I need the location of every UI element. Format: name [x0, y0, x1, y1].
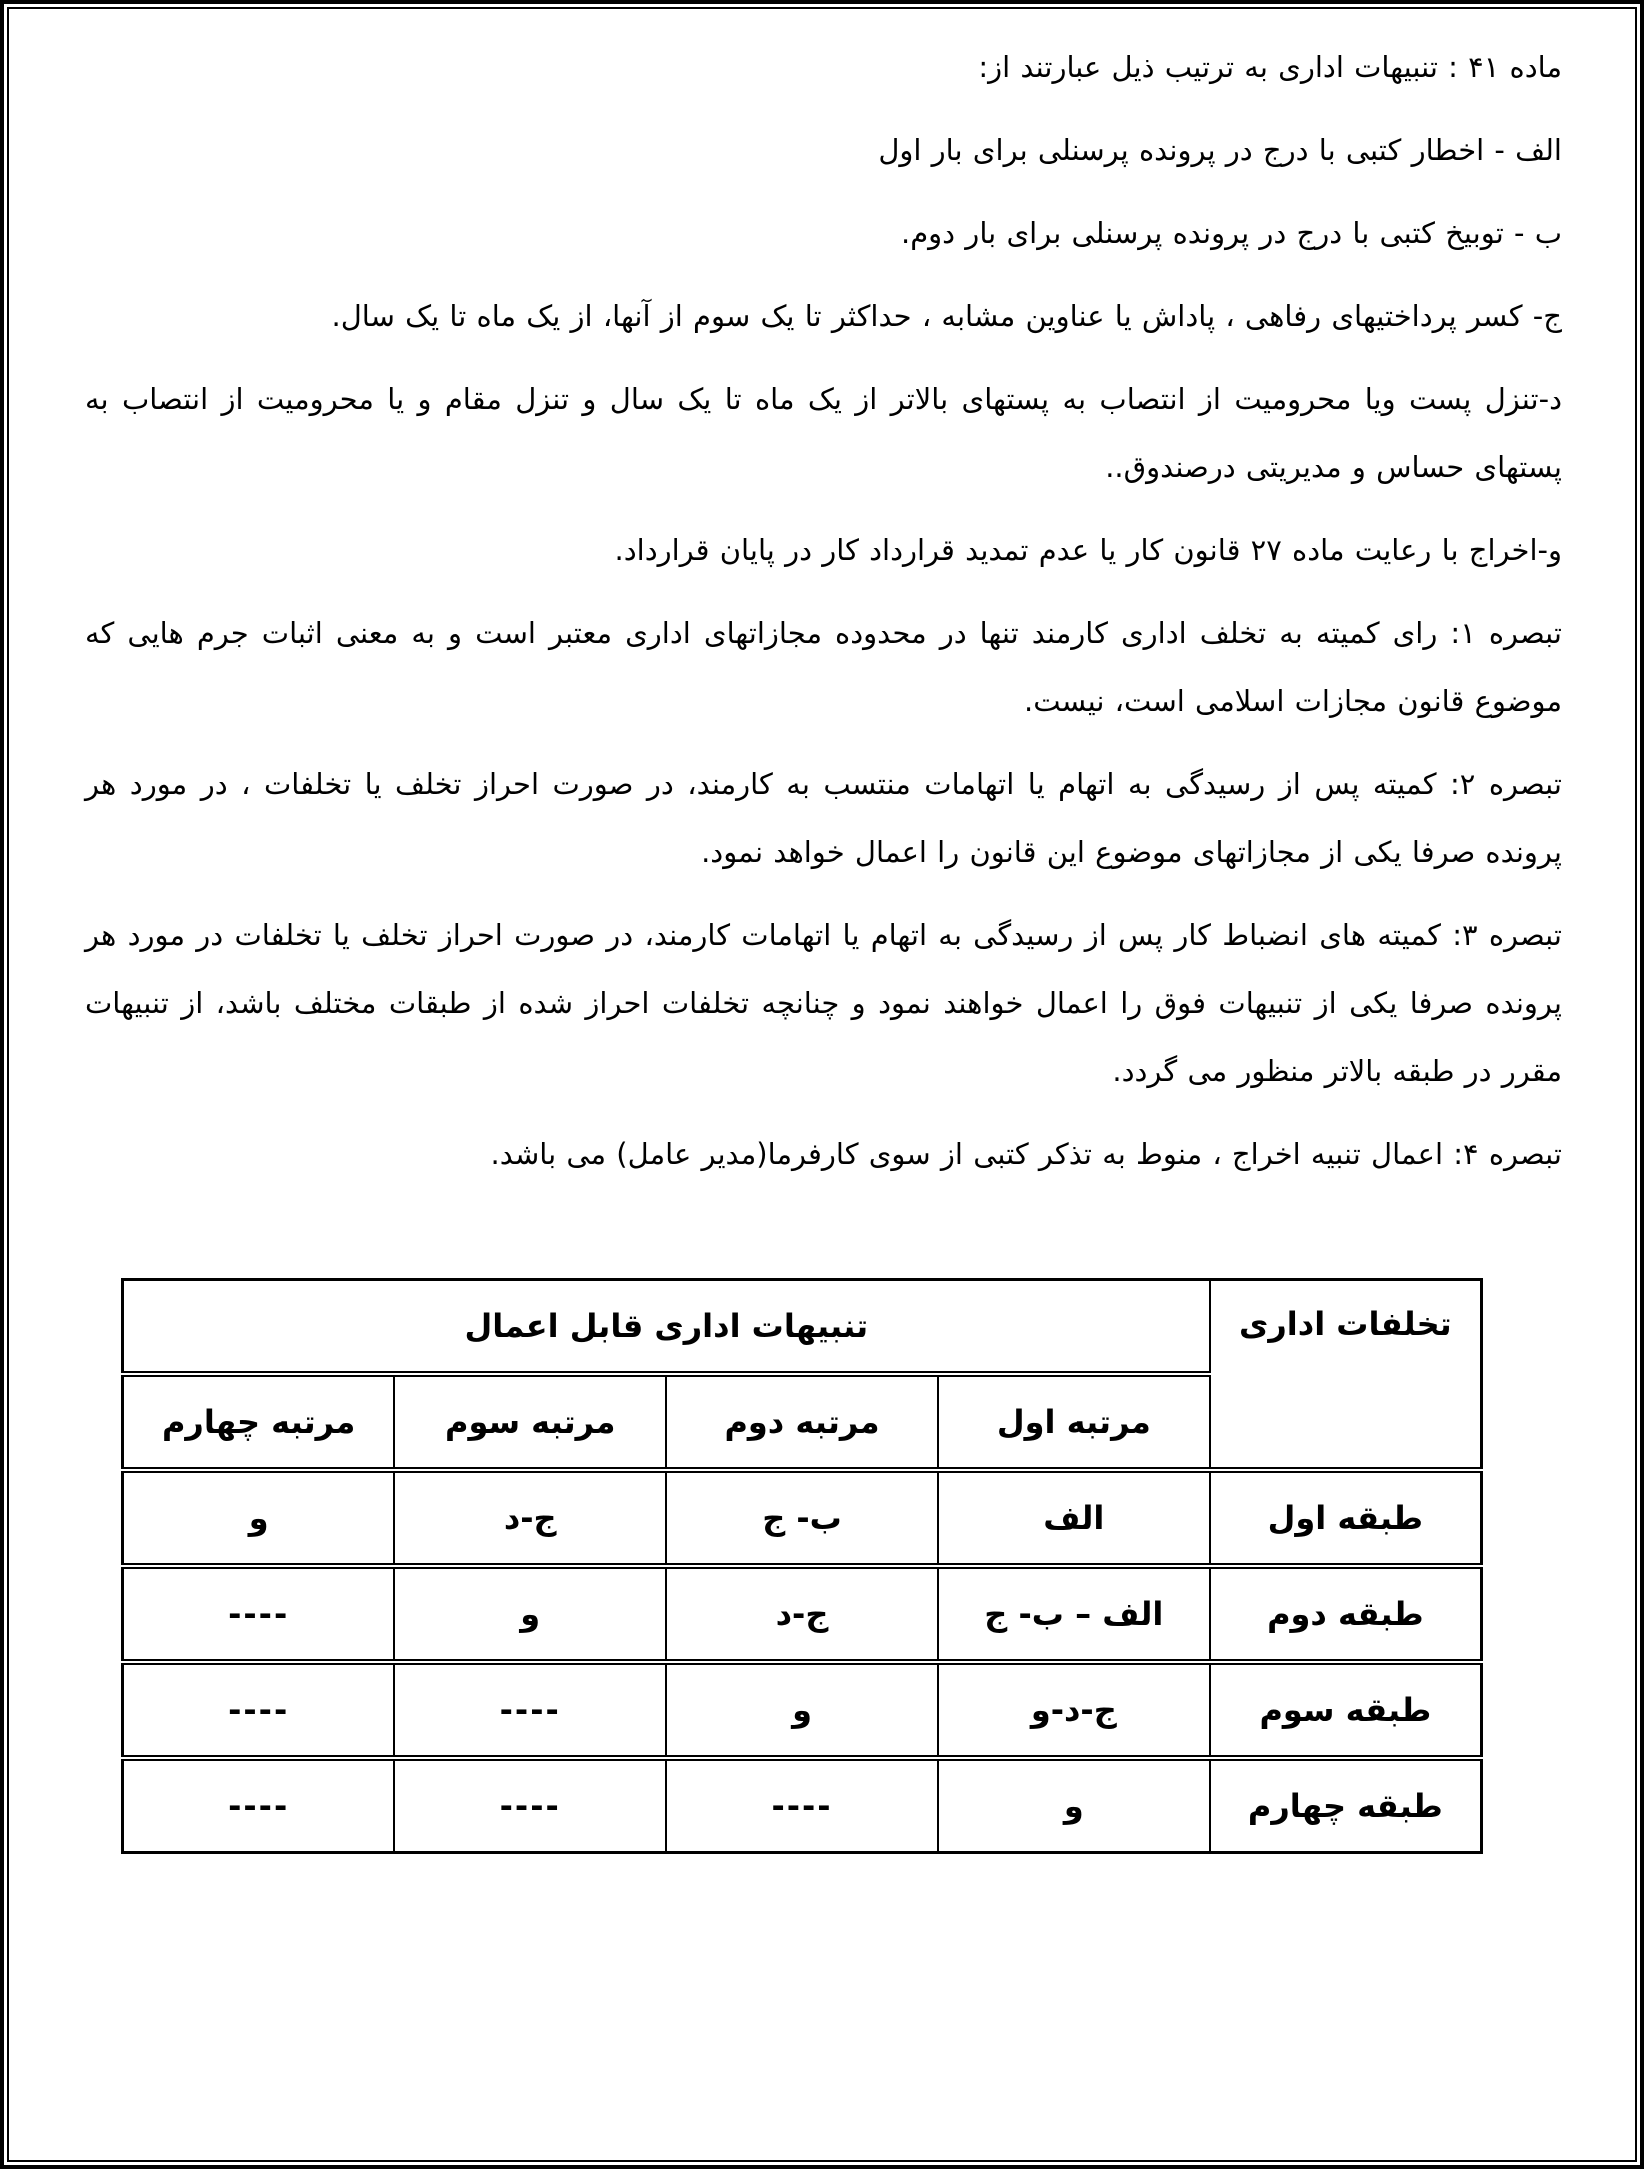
- occurrence-header-1: مرتبه اول: [938, 1374, 1210, 1470]
- clause-dal: د-تنزل پست ویا محرومیت از انتصاب به پستهای بالاتر از یک ماه تا یک سال و تنزل مقام و یا محرومیت از انتصاب به پستهای حساس و مدیریتی درصندوق..: [85, 382, 1562, 484]
- clause-jim: ج- کسر پرداختیهای رفاهی ، پاداش یا عناوین مشابه ، حداکثر تا یک سوم از آنها، از یک ماه تا یک سال.: [331, 299, 1562, 333]
- row-label: طبقه اول: [1210, 1470, 1482, 1566]
- cell: ----: [123, 1758, 395, 1853]
- row-label: طبقه چهارم: [1210, 1758, 1482, 1853]
- cell: و: [938, 1758, 1210, 1853]
- article-title: ماده ۴۱ : تنبیهات اداری به ترتیب ذیل عبارتند از:: [978, 50, 1562, 84]
- cell: ----: [394, 1758, 666, 1853]
- note-1: تبصره ۱: رای کمیته به تخلف اداری کارمند تنها در محدوده مجازاتهای اداری معتبر است و به معنی اثبات جرم هایی که موضوع قانون مجازات اسلامی است، نیست.: [85, 616, 1563, 718]
- row-label: طبقه سوم: [1210, 1662, 1482, 1758]
- cell: ----: [666, 1758, 938, 1853]
- cell: ب- ج: [666, 1470, 938, 1566]
- article-41-text: [85, 33, 1562, 1188]
- cell: ----: [123, 1566, 395, 1662]
- penalties-header-cell: تنبیهات اداری قابل اعمال: [123, 1280, 1210, 1375]
- cell: ج-د: [666, 1566, 938, 1662]
- cell: ج-د: [394, 1470, 666, 1566]
- clause-alef: الف - اخطار کتبی با درج در پرونده پرسنلی برای بار اول: [878, 133, 1562, 167]
- row-label: طبقه دوم: [1210, 1566, 1482, 1662]
- penalties-table: [121, 1278, 1483, 1854]
- cell: و: [666, 1662, 938, 1758]
- violations-header-cell: تخلفات اداری: [1210, 1280, 1482, 1471]
- occurrence-header-3: مرتبه سوم: [394, 1374, 666, 1470]
- cell: و: [123, 1470, 395, 1566]
- cell: ----: [123, 1662, 395, 1758]
- note-2: تبصره ۲: کمیته پس از رسیدگی به اتهام یا اتهامات منتسب به کارمند، در صورت احراز تخلف یا تخلفات ، در مورد هر پرونده صرفا یکی از مجازاتهای موضوع این قانون را اعمال خواهد نمود.: [85, 767, 1562, 869]
- occurrence-header-4: مرتبه چهارم: [123, 1374, 395, 1470]
- cell: الف: [938, 1470, 1210, 1566]
- table-row-class-1: [123, 1470, 1482, 1566]
- table-row-class-2: [123, 1566, 1482, 1662]
- table-row-class-3: [123, 1662, 1482, 1758]
- cell: الف – ب- ج: [938, 1566, 1210, 1662]
- note-4: تبصره ۴: اعمال تنبیه اخراج ، منوط به تذکر کتبی از سوی کارفرما(مدیر عامل) می باشد.: [490, 1137, 1562, 1171]
- page-frame: [7, 7, 1637, 2162]
- table-row-class-4: [123, 1758, 1482, 1853]
- clause-vav: و-اخراج با رعایت ماده ۲۷ قانون کار یا عدم تمدید قرارداد کار در پایان قرارداد.: [614, 533, 1562, 567]
- table-header-row-1: [123, 1280, 1482, 1375]
- cell: ----: [394, 1662, 666, 1758]
- cell: ج-د-و: [938, 1662, 1210, 1758]
- note-3: تبصره ۳: کمیته های انضباط کار پس از رسیدگی به اتهام یا اتهامات کارمند، در صورت احراز تخلف یا تخلفات در مورد هر پرونده صرفا یکی از تنبیهات فوق را اعمال خواهند نمود و چنانچه تخلفات احراز شده از طبقات مختلف باشد، از تنبیهات مقرر در طبقه بالاتر منظور می گردد.: [85, 918, 1562, 1088]
- cell: و: [394, 1566, 666, 1662]
- clause-be: ب - توبیخ کتبی با درج در پرونده پرسنلی برای بار دوم.: [901, 216, 1562, 250]
- occurrence-header-2: مرتبه دوم: [666, 1374, 938, 1470]
